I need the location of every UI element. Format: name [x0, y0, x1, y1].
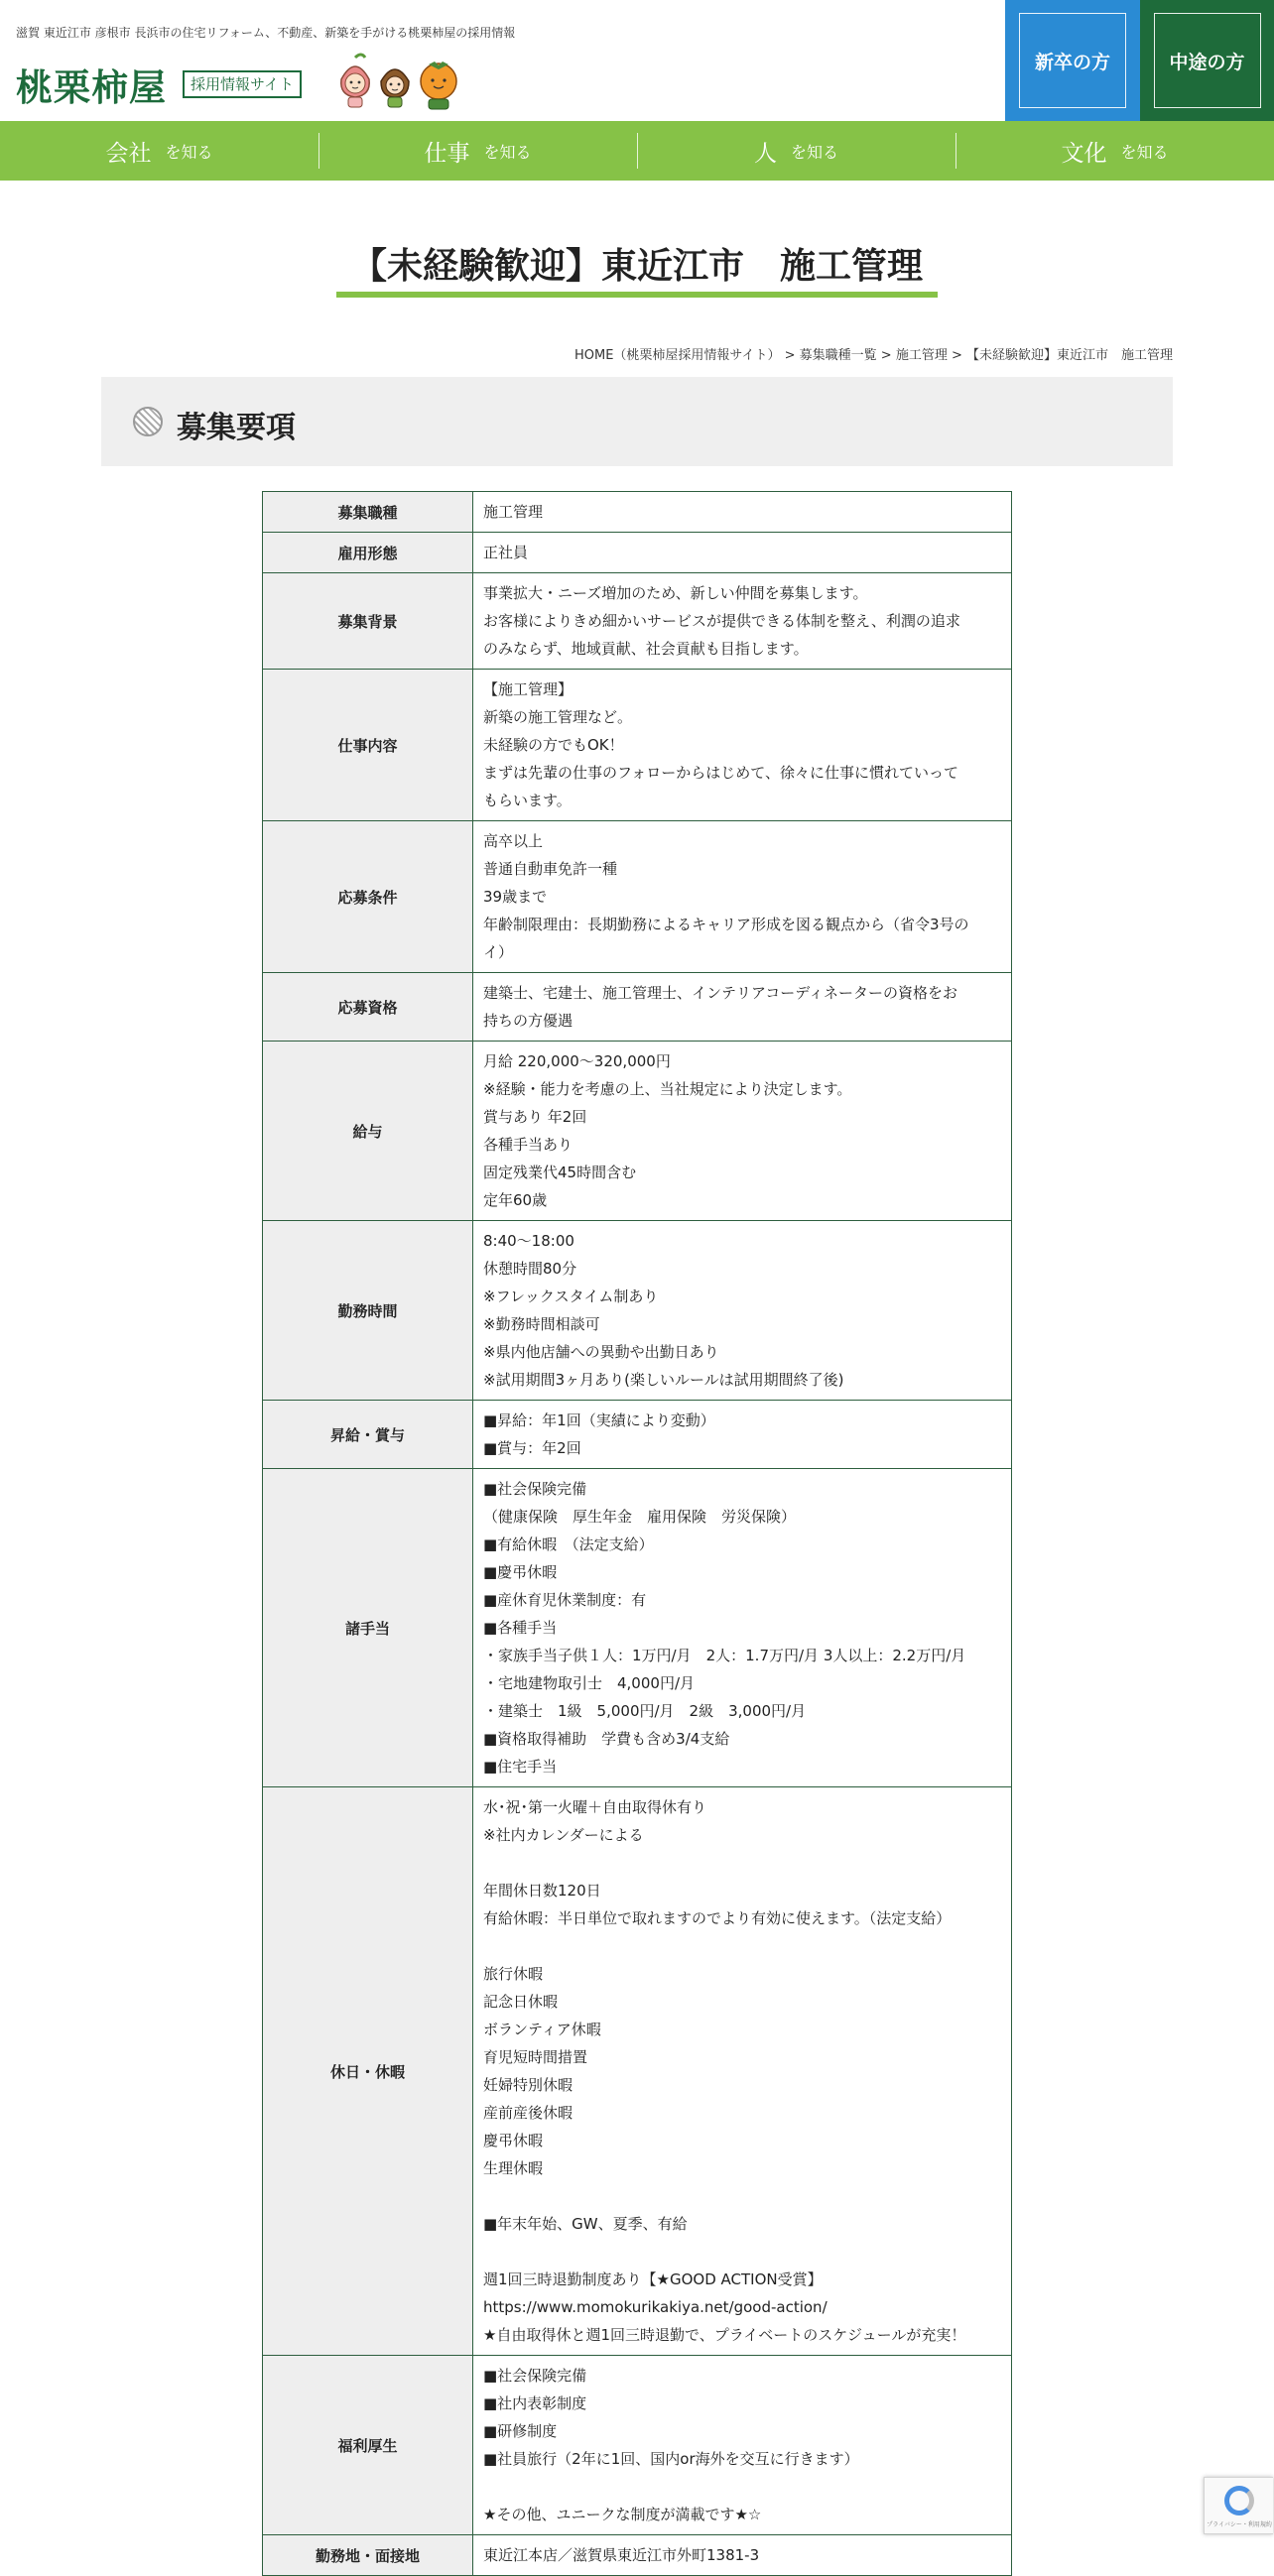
row-value-line: ■社員旅行（2年に1回、国内or海外を交互に行きます）	[483, 2450, 859, 2468]
nav-item-label: 仕事	[424, 140, 470, 167]
persimmon-mascot-icon	[421, 61, 456, 109]
row-label: 雇用形態	[263, 533, 473, 573]
row-label: 給与	[263, 1042, 473, 1221]
row-value-line: ■各種手当	[483, 1619, 558, 1637]
site-logo[interactable]: 桃栗柿屋	[16, 65, 167, 109]
row-value-line	[483, 1849, 1001, 1877]
row-value-line: ・建築士 1級 5,000円/月 2級 3,000円/月	[483, 1702, 807, 1720]
section-title: 募集要項	[177, 411, 296, 445]
table-row	[263, 1469, 1012, 1787]
row-value-line	[483, 2473, 1001, 2501]
row-value-line: 未経験の方でもOK！	[483, 736, 624, 754]
recaptcha-text[interactable]: プライバシー・利用規約	[1207, 2521, 1272, 2528]
row-value-line	[483, 2238, 1001, 2266]
row-value-line: ・家族手当子供１人：1万円/月 2人：1.7万円/月 3人以上：2.2万円/月	[483, 1647, 966, 1664]
row-value-line: ■産休育児休業制度：有	[483, 1591, 647, 1609]
row-label: 諸手当	[263, 1469, 473, 1787]
mascot-illustration	[333, 52, 472, 115]
row-value-line: ■慶弔休暇	[483, 1563, 558, 1581]
table-row	[263, 973, 1012, 1042]
nav-item-label: 会社	[105, 140, 152, 167]
nav-item-sublabel: を知る	[165, 142, 213, 162]
table-row	[263, 2535, 1012, 2576]
logo-row[interactable]	[16, 60, 302, 109]
row-value-line: ■年末年始、GW、夏季、有給	[483, 2215, 688, 2233]
global-nav	[0, 121, 1274, 181]
row-value-line: 新築の施工管理など。	[483, 708, 633, 726]
row-label: 福利厚生	[263, 2356, 473, 2535]
new-graduate-button[interactable]	[1005, 0, 1140, 121]
nav-item-sublabel: を知る	[483, 142, 532, 162]
nav-item-label: 人	[753, 140, 777, 167]
row-value-line: 8:40～18:00	[483, 1232, 574, 1250]
hatched-circle-icon	[133, 407, 163, 436]
row-value-line: 慶弔休暇	[483, 2132, 544, 2149]
row-value	[473, 1787, 1012, 2356]
row-value-line: 普通自動車免許一種	[483, 860, 618, 878]
table-row	[263, 1221, 1012, 1401]
row-value-line: ■社会保険完備	[483, 2367, 587, 2385]
row-value-line: ■研修制度	[483, 2422, 558, 2440]
row-value	[473, 2535, 1012, 2576]
row-value-line: 定年60歳	[483, 1191, 548, 1209]
row-value-line: ※社内カレンダーによる	[483, 1826, 644, 1844]
row-value-line: ※勤務時間相談可	[483, 1315, 600, 1333]
recruitment-table	[262, 491, 1012, 2576]
row-value	[473, 1401, 1012, 1469]
nav-item-people[interactable]	[637, 121, 956, 181]
row-value	[473, 670, 1012, 821]
row-value-line: 39歳まで	[483, 888, 548, 906]
row-value-line: 産前産後休暇	[483, 2104, 573, 2122]
row-label: 応募条件	[263, 821, 473, 973]
row-value-line: 固定残業代45時間含む	[483, 1164, 637, 1181]
breadcrumb[interactable]: HOME（桃栗柿屋採用情報サイト） > 募集職種一覧 > 施工管理 > 【未経験歓迎】東近江市 施工管理	[573, 348, 1173, 363]
nav-item-sublabel: を知る	[1120, 142, 1169, 162]
row-value-line: 有給休暇：半日単位で取れますのでより有効に使えます。（法定支給）	[483, 1909, 952, 1927]
row-value-line: ※経験・能力を考慮の上、当社規定により決定します。	[483, 1080, 852, 1098]
row-value-line: 月給 220,000～320,000円	[483, 1052, 671, 1070]
row-value-line: 持ちの方優遇	[483, 1012, 573, 1030]
chestnut-mascot-icon	[381, 69, 409, 107]
row-value-line: お客様によりきめ細かいサービスが提供できる体制を整え、利潤の追求	[483, 612, 960, 630]
row-value-line: 水･祝･第一火曜＋自由取得休有り	[483, 1798, 707, 1816]
row-value-line: 妊婦特別休暇	[483, 2076, 573, 2094]
row-value-line: （健康保険 厚生年金 雇用保険 労災保険）	[483, 1508, 797, 1526]
row-value	[473, 1221, 1012, 1401]
row-value	[473, 1042, 1012, 1221]
row-value	[473, 1469, 1012, 1787]
row-value-line: ※フレックスタイム制あり	[483, 1288, 659, 1305]
row-value-line: もらいます。	[483, 792, 572, 809]
nav-item-label: 文化	[1061, 140, 1107, 167]
row-value	[473, 492, 1012, 533]
table-row	[263, 670, 1012, 821]
row-value-line: ■資格取得補助 学費も含め3/4支給	[483, 1730, 730, 1748]
nav-item-sublabel: を知る	[790, 142, 838, 162]
row-value-line: 育児短時間措置	[483, 2048, 588, 2066]
mid-career-button[interactable]	[1140, 0, 1274, 121]
row-value-line: 正社員	[483, 544, 529, 561]
recaptcha-icon	[1224, 2486, 1254, 2515]
row-value-line: ■昇給：年1回（実績により変動）	[483, 1411, 715, 1429]
row-value-line: ■社内表彰制度	[483, 2394, 587, 2412]
row-label: 昇給・賞与	[263, 1401, 473, 1469]
row-value	[473, 533, 1012, 573]
row-value-line: イ）	[483, 943, 514, 961]
row-value-line: 【施工管理】	[483, 680, 573, 698]
row-value-line: 建築士、宅建士、施工管理士、インテリアコーディネーターの資格をお	[483, 984, 958, 1002]
section-heading	[101, 377, 1173, 466]
mid-career-label[interactable]: 中途の方	[1154, 13, 1261, 108]
site-header	[0, 0, 1274, 121]
row-label: 勤務時間	[263, 1221, 473, 1401]
row-value-line: ※試用期間3ヶ月あり(楽しいルールは試用期間終了後)	[483, 1371, 844, 1389]
row-value-line: ■賞与：年2回	[483, 1439, 581, 1457]
row-value-line: 各種手当あり	[483, 1136, 573, 1154]
row-value-line: 賞与あり 年2回	[483, 1108, 587, 1126]
good-action-link[interactable]: https://www.momokurikakiya.net/good-action/	[483, 2298, 828, 2316]
row-label: 仕事内容	[263, 670, 473, 821]
header-tagline: 滋賀 東近江市 彦根市 長浜市の住宅リフォーム、不動産、新築を手がける桃栗柿屋の採用情報	[16, 26, 516, 40]
row-value-line: ■有給休暇 （法定支給）	[483, 1535, 654, 1553]
table-row	[263, 492, 1012, 533]
new-graduate-label[interactable]: 新卒の方	[1019, 13, 1126, 108]
table-row	[263, 1401, 1012, 1469]
nav-item-culture[interactable]	[956, 121, 1274, 181]
recaptcha-badge[interactable]	[1204, 2477, 1273, 2534]
row-value-line: ボランティア休暇	[483, 2021, 601, 2038]
row-label: 募集背景	[263, 573, 473, 670]
row-value-line: 生理休暇	[483, 2159, 544, 2177]
nav-item-work[interactable]	[318, 121, 637, 181]
table-row	[263, 1042, 1012, 1221]
row-value-line: 週1回三時退勤制度あり【★GOOD ACTION受賞】	[483, 2270, 823, 2288]
row-value-line: ★その他、ユニークな制度が満載です★☆	[483, 2506, 762, 2523]
recruitment-table-body	[263, 492, 1012, 2576]
table-row	[263, 2356, 1012, 2535]
row-value-line: 高卒以上	[483, 832, 544, 850]
row-value	[473, 973, 1012, 1042]
peach-mascot-icon	[341, 55, 369, 107]
row-value-line: ※県内他店舗への異動や出勤日あり	[483, 1343, 719, 1361]
title-underline	[336, 292, 938, 298]
row-value-line	[483, 1932, 1001, 1960]
row-value-line: 休憩時間80分	[483, 1260, 577, 1278]
table-row	[263, 533, 1012, 573]
row-value-line: のみならず、地域貢献、社会貢献も目指します。	[483, 640, 809, 658]
row-value-line: 旅行休暇	[483, 1965, 544, 1983]
row-value-line: 年齢制限理由：長期勤務によるキャリア形成を図る観点から（省令3号の	[483, 916, 969, 933]
row-value-line: ・宅地建物取引士 4,000円/月	[483, 1674, 695, 1692]
row-value-line: ■住宅手当	[483, 1758, 558, 1776]
row-value-line: 記念日休暇	[483, 1993, 559, 2011]
row-value-line: ■社会保険完備	[483, 1480, 587, 1498]
table-row	[263, 1787, 1012, 2356]
row-value-line: まずは先輩の仕事のフォローからはじめて、徐々に仕事に慣れていって	[483, 764, 958, 782]
table-row	[263, 573, 1012, 670]
row-value-line	[483, 2182, 1001, 2210]
row-label: 休日・休暇	[263, 1787, 473, 2356]
row-value	[473, 2356, 1012, 2535]
row-label: 募集職種	[263, 492, 473, 533]
row-value-line: 事業拡大・ニーズ増加のため、新しい仲間を募集します。	[483, 584, 868, 602]
row-value-line: ★自由取得休と週1回三時退勤で、プライベートのスケジュールが充実！	[483, 2326, 966, 2344]
row-label: 勤務地・面接地	[263, 2535, 473, 2576]
page-title: 【未経験歓迎】東近江市 施工管理	[350, 246, 923, 287]
row-label: 応募資格	[263, 973, 473, 1042]
row-value-line: 東近江本店／滋賀県東近江市外町1381-3	[483, 2546, 760, 2564]
row-value-line: 年間休日数120日	[483, 1882, 601, 1900]
site-badge: 採用情報サイト	[183, 70, 302, 98]
nav-item-company[interactable]	[0, 121, 318, 181]
row-value	[473, 821, 1012, 973]
row-value	[473, 573, 1012, 670]
table-row	[263, 821, 1012, 973]
row-value-line: 施工管理	[483, 503, 544, 521]
